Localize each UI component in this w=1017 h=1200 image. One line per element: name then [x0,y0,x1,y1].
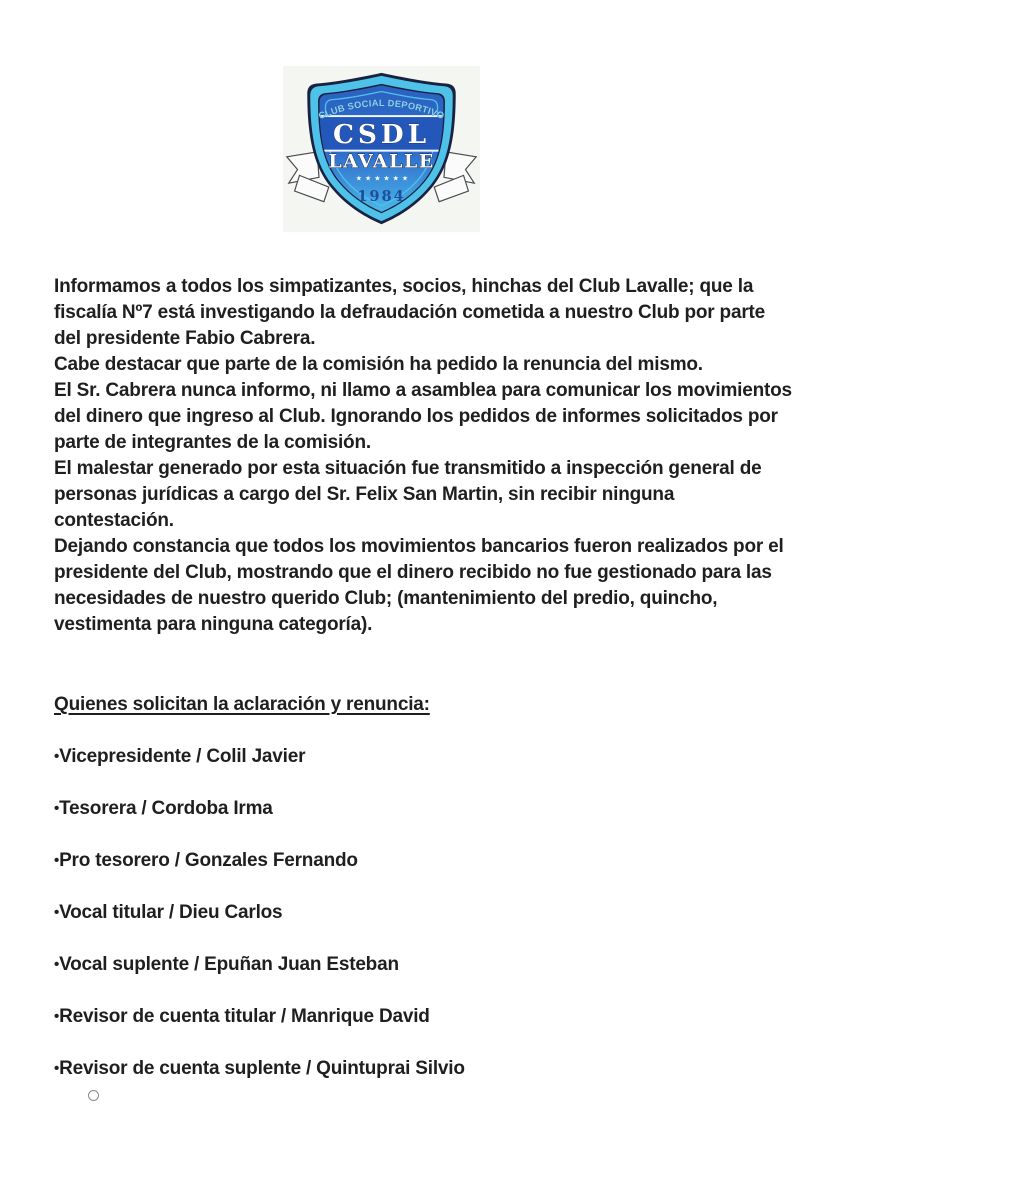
crest-svg [283,66,480,232]
section-heading: Quienes solicitan la aclaración y renuncia: [54,694,430,715]
paragraph: El Sr. Cabrera nunca informo, ni llamo a asamblea para comunicar los movimientos del dinero que ingreso al Club. Ignorando los pedidos de informes solicitados por parte de integrantes de la comisión. [54,380,792,453]
list-item [54,744,796,770]
bullet-dot: • [54,852,60,869]
list-item [54,796,796,822]
signatory-text: Vocal titular / Dieu Carlos [59,902,283,923]
bullet-dot: • [54,800,60,817]
hollow-circle-marker [88,1090,99,1101]
bullet-dot: • [54,748,60,765]
paragraph: El malestar generado por esta situación fue transmitido a inspección general de personas jurídicas a cargo del Sr. Felix San Martin, sin recibir ninguna contestación. [54,458,762,531]
signatory-text: Revisor de cuenta titular / Manrique David [59,1006,430,1027]
bullet-dot: • [54,956,60,973]
crest-initials-text: CSDL [332,119,431,151]
paragraph: Informamos a todos los simpatizantes, socios, hinchas del Club Lavalle; que la fiscalía Nº7 está investigando la defraudación cometida a nuestro Club por parte del presidente Fabio Cabrera. [54,276,766,349]
list-item [54,848,796,874]
crest-year-text: 1984 [357,187,406,205]
announcement-body [54,274,796,1101]
crest-arc-text: CLUB SOCIAL DEPORTIVO [317,98,446,122]
list-item [54,952,796,978]
bullet-dot: • [54,1060,60,1077]
bullet-dot: • [54,1008,60,1025]
signatory-text: Revisor de cuenta suplente / Quintuprai Silvio [59,1058,465,1079]
signatory-text: Tesorera / Cordoba Irma [59,798,273,819]
paragraph: Dejando constancia que todos los movimientos bancarios fueron realizados por el presidente del Club, mostrando que el dinero recibido no fue gestionado para las necesidades de nuestro querido Club; (mantenimiento del predio, quincho, vestimenta para ninguna categoría). [54,536,784,635]
crest-stars: ★★★★★★ [355,175,412,183]
list-item [54,1004,796,1030]
club-crest-logo [283,66,480,232]
paragraph: Cabe destacar que parte de la comisión ha pedido la renuncia del mismo. [54,354,703,375]
list-item [54,900,796,926]
list-item [54,1056,796,1082]
bullet-dot: • [54,904,60,921]
signatory-text: Pro tesorero / Gonzales Fernando [59,850,358,871]
crest-club-name-text: LAVALLE [328,150,435,173]
signatory-text: Vocal suplente / Epuñan Juan Esteban [59,954,399,975]
signatory-text: Vicepresidente / Colil Javier [59,746,306,767]
